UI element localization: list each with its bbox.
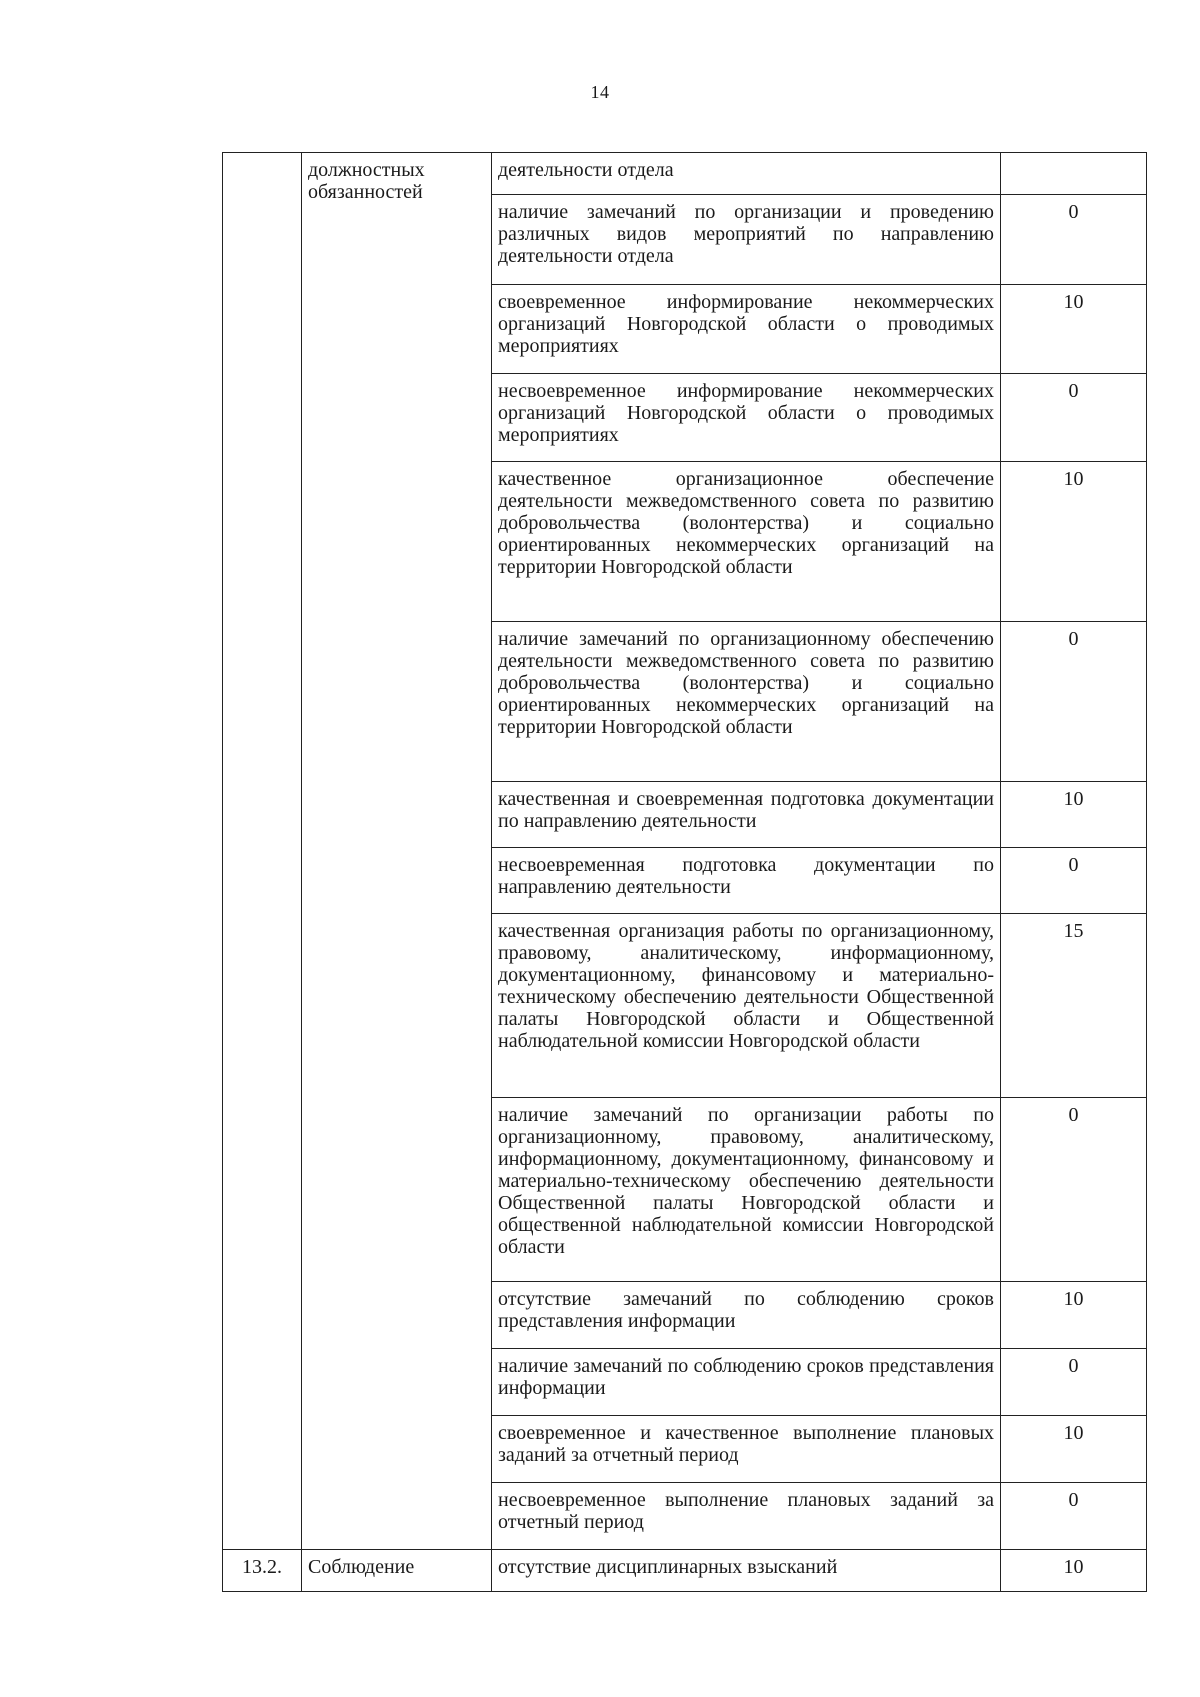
table-row <box>223 1550 1147 1592</box>
item-number-cell: 13.2. <box>223 1550 302 1592</box>
page-number: 14 <box>590 82 610 102</box>
score-cell: 0 <box>1001 1098 1147 1282</box>
criterion-cell: наличие замечаний по организационному обеспечению деятельности межведомственного совета по развитию добровольчества (волонтерства) и социально ориентированных некоммерческих организаций на территории Новгородской области <box>492 622 1001 782</box>
criterion-cell: качественная и своевременная подготовка документации по направлению деятельности <box>492 782 1001 848</box>
criterion-cell: качественное организационное обеспечение деятельности межведомственного совета по развитию добровольчества (волонтерства) и социально ориентированных некоммерческих организаций на территории Новгородской области <box>492 462 1001 622</box>
criterion-cell: наличие замечаний по организации работы по организационному, правовому, аналитическому, информационному, документационному, финансовому и материально-техническому обеспечению деятельности Общественной палаты Новгородской области и общественной наблюдательной комиссии Новгородской области <box>492 1098 1001 1282</box>
criterion-cell: отсутствие замечаний по соблюдению сроков представления информации <box>492 1282 1001 1349</box>
criterion-cell: своевременное информирование некоммерческих организаций Новгородской области о проводимых мероприятиях <box>492 285 1001 374</box>
criterion-cell: наличие замечаний по соблюдению сроков представления информации <box>492 1349 1001 1416</box>
score-cell: 10 <box>1001 1282 1147 1349</box>
score-cell: 10 <box>1001 1416 1147 1483</box>
criterion-cell: деятельности отдела <box>492 153 1001 195</box>
score-cell: 0 <box>1001 195 1147 285</box>
score-cell <box>1001 153 1147 195</box>
criterion-cell: несвоевременное выполнение плановых заданий за отчетный период <box>492 1483 1001 1550</box>
criteria-table <box>222 152 1147 1592</box>
criterion-cell: наличие замечаний по организации и проведению различных видов мероприятий по направлению деятельности отдела <box>492 195 1001 285</box>
score-cell: 10 <box>1001 285 1147 374</box>
criterion-cell: своевременное и качественное выполнение плановых заданий за отчетный период <box>492 1416 1001 1483</box>
item-name-cell: Соблюдение <box>302 1550 492 1592</box>
score-cell: 0 <box>1001 374 1147 462</box>
criterion-cell: несвоевременная подготовка документации по направлению деятельности <box>492 848 1001 914</box>
table-row <box>223 153 1147 195</box>
score-cell: 0 <box>1001 1483 1147 1550</box>
score-cell: 0 <box>1001 848 1147 914</box>
item-name-cell: должностных обязанностей <box>302 153 492 1550</box>
score-cell: 0 <box>1001 622 1147 782</box>
item-number-cell <box>223 153 302 1550</box>
criterion-cell: качественная организация работы по организационному, правовому, аналитическому, информационному, документационному, финансовому и материально-техническому обеспечению деятельности Общественной палаты Новгородской области и Общественной наблюдательной комиссии Новгородской области <box>492 914 1001 1098</box>
score-cell: 0 <box>1001 1349 1147 1416</box>
criterion-cell: отсутствие дисциплинарных взысканий <box>492 1550 1001 1592</box>
score-cell: 10 <box>1001 1550 1147 1592</box>
score-cell: 15 <box>1001 914 1147 1098</box>
score-cell: 10 <box>1001 782 1147 848</box>
score-cell: 10 <box>1001 462 1147 622</box>
criterion-cell: несвоевременное информирование некоммерческих организаций Новгородской области о проводимых мероприятиях <box>492 374 1001 462</box>
